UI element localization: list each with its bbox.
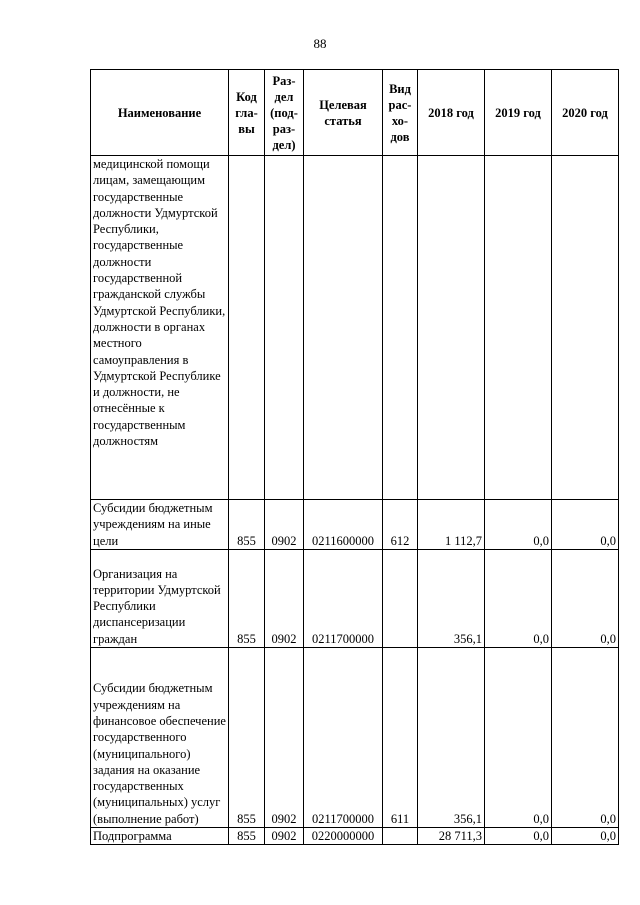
row-section: 0902 — [265, 828, 304, 845]
header-expense-type: Вид рас-хо-дов — [383, 70, 418, 156]
page-number: 88 — [313, 36, 327, 51]
row-2020: 0,0 — [552, 500, 619, 550]
row-name: Подпрограмма — [91, 828, 229, 845]
row-target: 0220000000 — [304, 828, 383, 845]
table-row — [91, 550, 619, 648]
row-expense-type: 611 — [383, 648, 418, 828]
row-2018: 1 112,7 — [418, 500, 485, 550]
row-expense-type — [383, 550, 418, 648]
header-year-2018: 2018 год — [418, 70, 485, 156]
header-chapter-code: Код гла-вы — [229, 70, 265, 156]
row-section: 0902 — [265, 648, 304, 828]
header-year-2020: 2020 год — [552, 70, 619, 156]
row-expense-type: 612 — [383, 500, 418, 550]
row-2019: 0,0 — [485, 550, 552, 648]
row-2019: 0,0 — [485, 828, 552, 845]
header-section: Раз-дел (под-раз-дел) — [265, 70, 304, 156]
row-section — [265, 156, 304, 500]
row-2019: 0,0 — [485, 500, 552, 550]
row-target: 0211700000 — [304, 648, 383, 828]
header-row — [91, 70, 619, 156]
row-name: Организация на территории Удмуртской Республики диспансеризации граждан — [91, 550, 229, 648]
table-row — [91, 648, 619, 828]
row-section: 0902 — [265, 550, 304, 648]
row-name: Субсидии бюджетным учреждениям на иные цели — [91, 500, 229, 550]
row-chapter: 855 — [229, 828, 265, 845]
row-2018: 356,1 — [418, 648, 485, 828]
row-target: 0211600000 — [304, 500, 383, 550]
row-chapter: 855 — [229, 500, 265, 550]
row-2018: 28 711,3 — [418, 828, 485, 845]
row-chapter: 855 — [229, 648, 265, 828]
table-row — [91, 156, 619, 500]
row-section: 0902 — [265, 500, 304, 550]
row-2020: 0,0 — [552, 828, 619, 845]
row-2018 — [418, 156, 485, 500]
row-2020: 0,0 — [552, 648, 619, 828]
header-year-2019: 2019 год — [485, 70, 552, 156]
row-2019: 0,0 — [485, 648, 552, 828]
row-2018: 356,1 — [418, 550, 485, 648]
row-expense-type — [383, 156, 418, 500]
row-2020: 0,0 — [552, 550, 619, 648]
row-target — [304, 156, 383, 500]
row-target: 0211700000 — [304, 550, 383, 648]
row-expense-type — [383, 828, 418, 845]
row-2020 — [552, 156, 619, 500]
row-chapter — [229, 156, 265, 500]
row-name: Субсидии бюджетным учреждениям на финансовое обеспечение государственного (муниципального) задания на оказание государственных (муниципальных) услуг (выполнение работ) — [91, 648, 229, 828]
header-name: Наименование — [91, 70, 229, 156]
budget-table — [90, 69, 619, 845]
table-row — [91, 500, 619, 550]
table-row — [91, 828, 619, 845]
header-target-article: Целевая статья — [304, 70, 383, 156]
row-2019 — [485, 156, 552, 500]
row-chapter: 855 — [229, 550, 265, 648]
row-name: медицинской помощи лицам, замещающим государственные должности Удмуртской Республики, государственные должности государственной гражданской службы Удмуртской Республики, должности в органах местного самоуправления в Удмуртской Республике и должности, не отнесённые к государственным должностям — [91, 156, 229, 500]
